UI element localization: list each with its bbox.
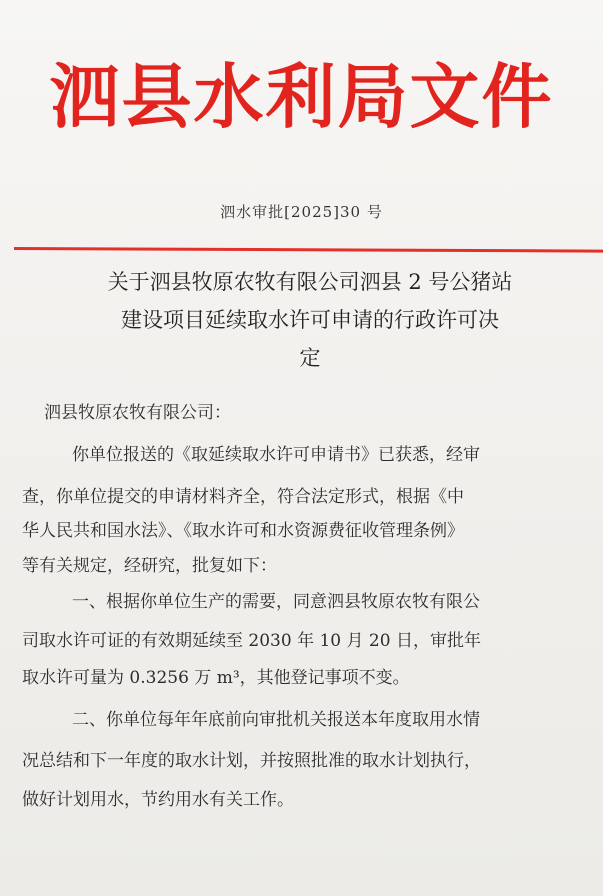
document-header-title: 泗县水利局文件 [49,55,554,138]
document-title-line: 关于泗县牧原农牧有限公司泗县 2 号公猪站 [107,270,513,294]
body-line: 做好计划用水，节约用水有关工作。 [22,790,294,810]
salutation: 泗县牧原农牧有限公司： [44,403,231,423]
body-line: 查，你单位提交的申请材料齐全，符合法定形式，根据《中 [22,487,464,507]
body-line: 华人民共和国水法》、《取水许可和水资源费征收管理条例》 [22,521,464,541]
document-title [50,263,570,377]
body-line: 二、你单位每年年底前向审批机关报送本年度取用水情 [72,710,480,730]
document-title-line: 建设项目延续取水许可申请的行政许可决 [121,308,499,332]
body-line: 你单位报送的《取延续取水许可申请书》已获悉，经审 [72,445,480,465]
body-line: 取水许可量为 0.3256 万 m³，其他登记事项不变。 [22,668,410,688]
document-number: 泗水审批[2025]30 号 [220,203,383,221]
body-line: 等有关规定，经研究，批复如下： [22,556,277,576]
document-title-line: 定 [299,346,321,370]
body-line: 一、根据你单位生产的需要，同意泗县牧原农牧有限公 [72,592,480,612]
body-line: 况总结和下一年度的取水计划，并按照批准的取水计划执行， [22,751,481,771]
body-line: 司取水许可证的有效期延续至 2030 年 10 月 20 日，审批年 [22,631,481,651]
red-divider-line [14,247,603,253]
